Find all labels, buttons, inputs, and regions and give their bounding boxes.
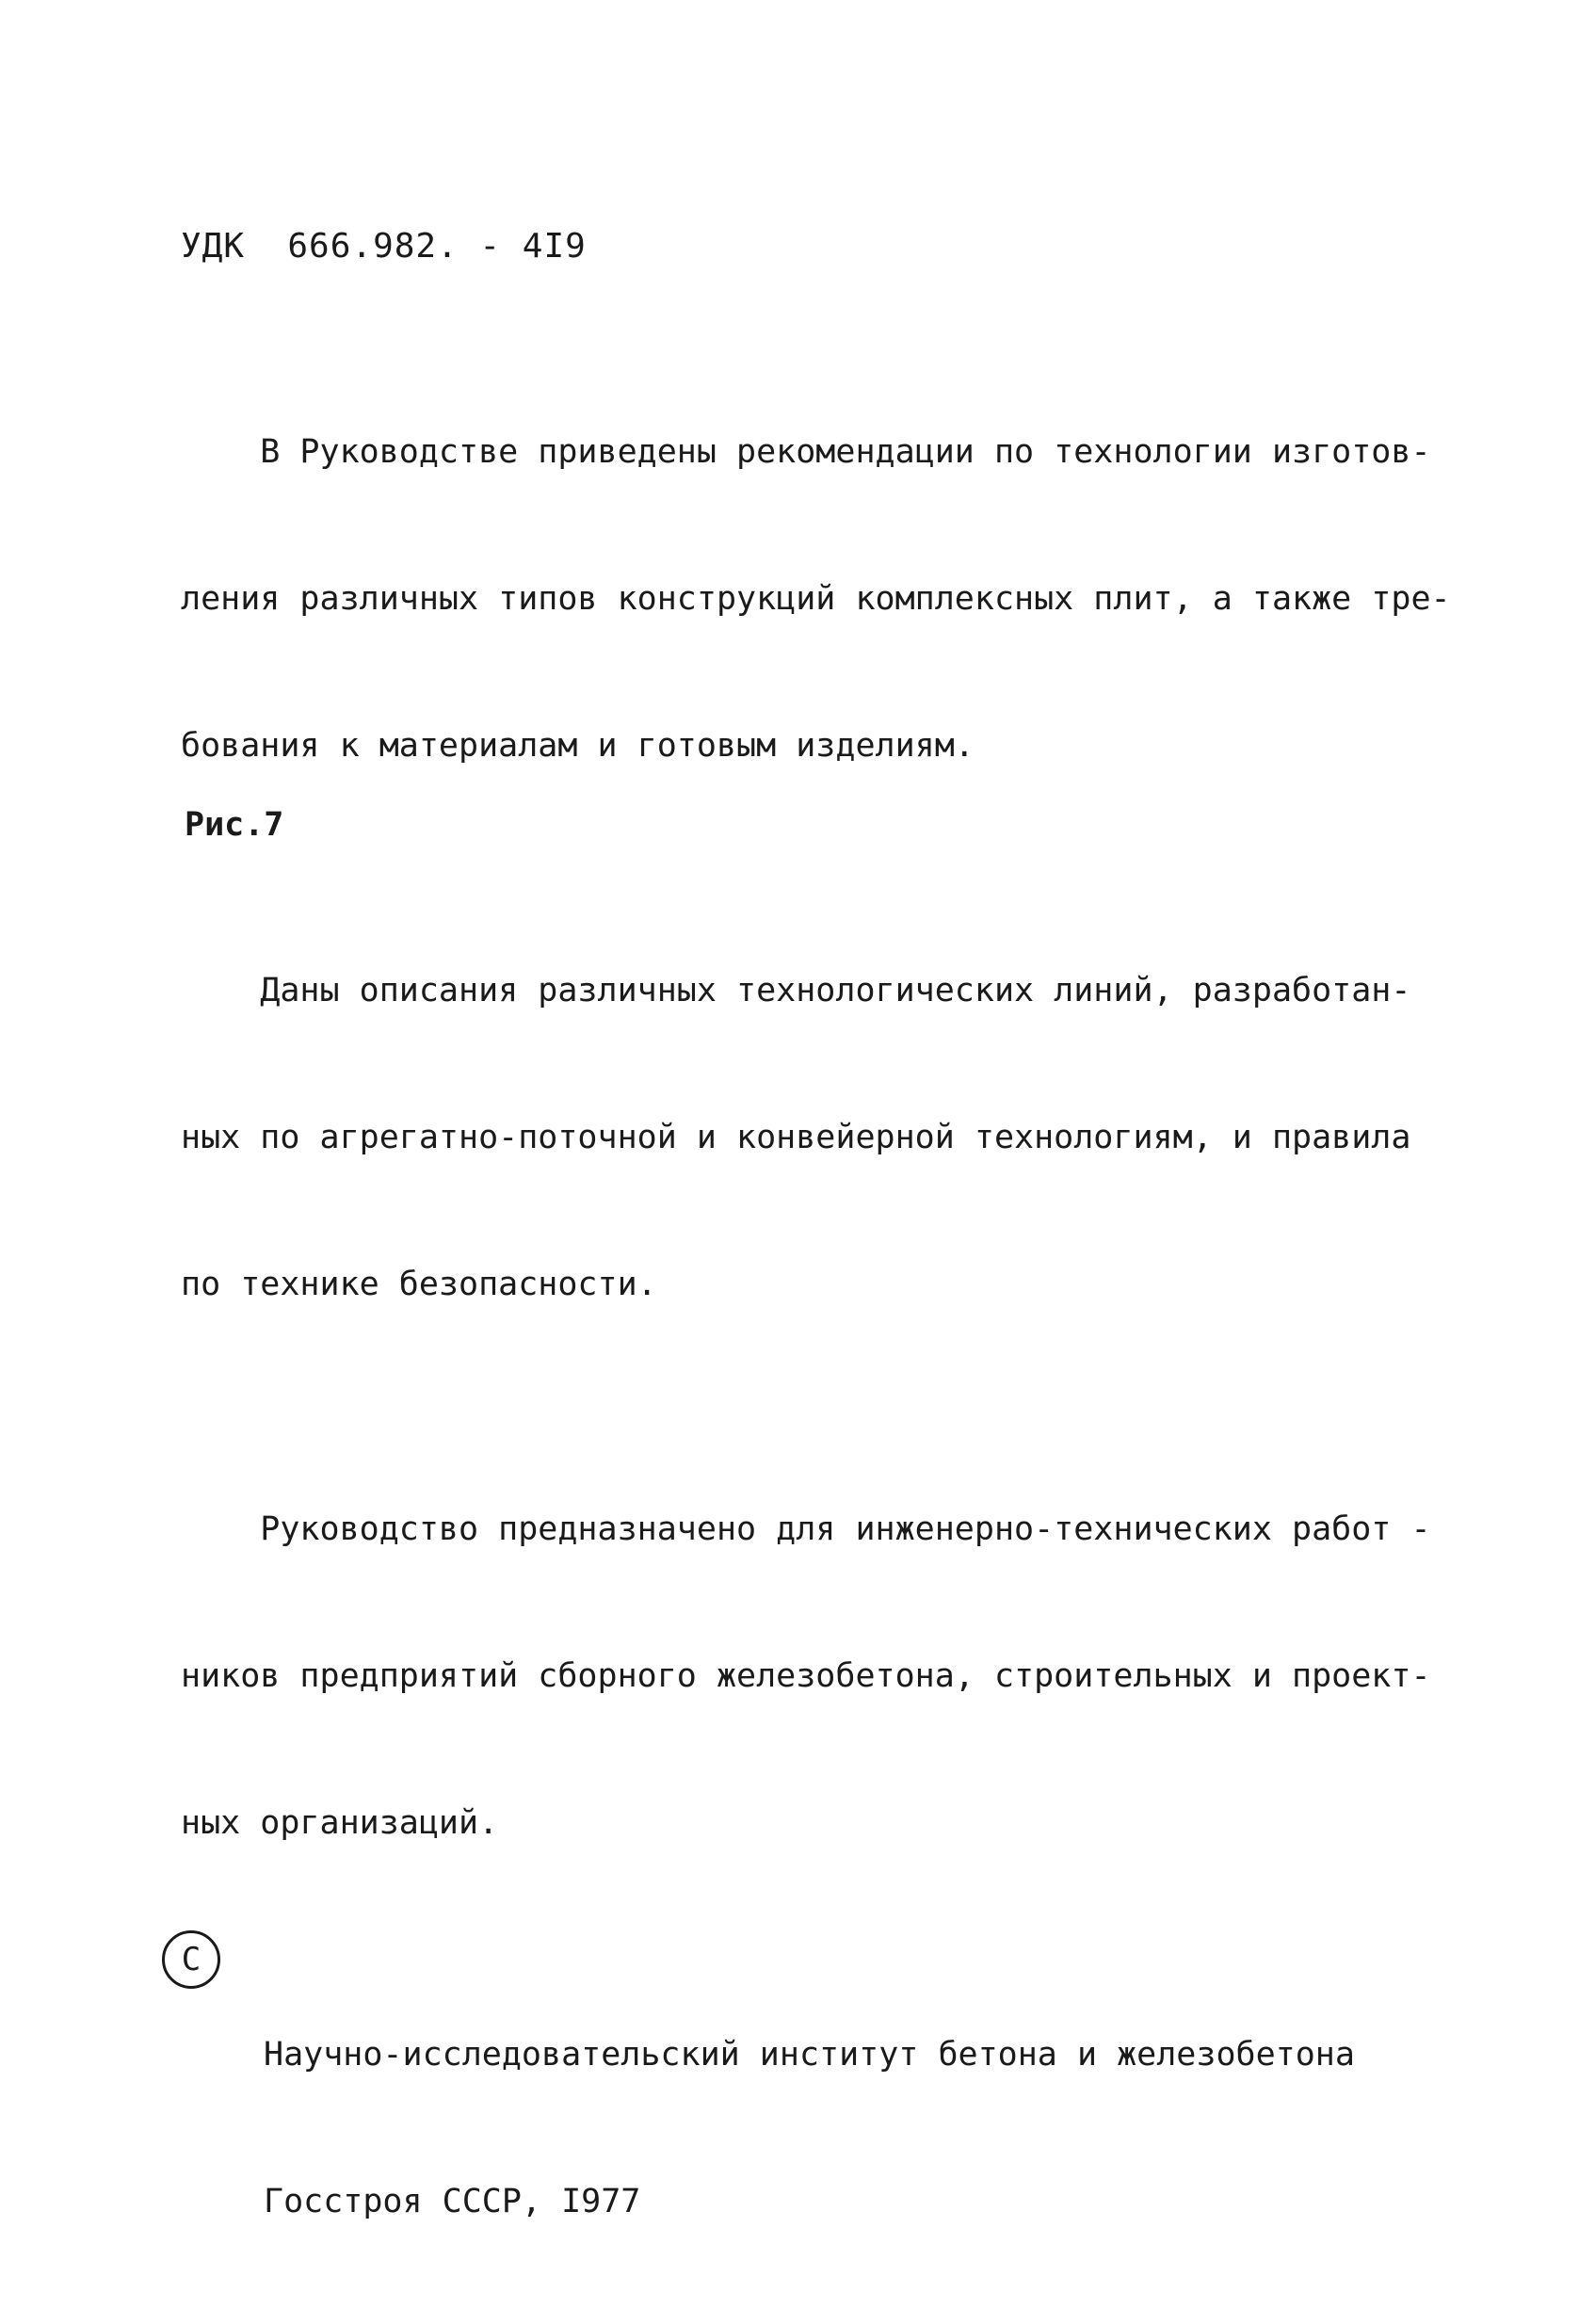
text-line: ных по агрегатно-поточной и конвейерной технологиям, и правила	[181, 1119, 1411, 1156]
abstract-paragraph-1	[181, 330, 1451, 868]
copyright-icon: C	[162, 1930, 220, 1989]
text-line: ных организаций.	[181, 1804, 499, 1842]
text-line: ников предприятий сборного железобетона, строительных и проект-	[181, 1657, 1431, 1695]
copyright-text	[264, 1932, 1355, 2324]
copyright-line-2: Госстроя СССР, I977	[264, 2183, 641, 2220]
text-line: ления различных типов конструкций комплексных плит, а также тре-	[181, 580, 1451, 618]
abstract-paragraph-3	[181, 1407, 1431, 1945]
figures-count: Рис.7	[185, 806, 284, 844]
text-line: Руководство предназначено для инженерно-технических работ -	[181, 1510, 1431, 1548]
text-line: бования к материалам и готовым изделиям.	[181, 727, 975, 765]
text-line: Даны описания различных технологических линий, разработан-	[181, 972, 1411, 1009]
abstract-paragraph-2	[181, 868, 1411, 1407]
text-line: В Руководстве приведены рекомендации по технологии изготов-	[181, 433, 1431, 471]
text-line: по технике безопасности.	[181, 1266, 657, 1303]
abstract	[181, 330, 1451, 1945]
copyright-line-1: Научно-исследовательский институт бетона и железобетона	[264, 2036, 1355, 2074]
udk-code: УДК 666.982. - 4I9	[181, 227, 587, 266]
copyright-notice	[162, 1930, 1386, 2220]
